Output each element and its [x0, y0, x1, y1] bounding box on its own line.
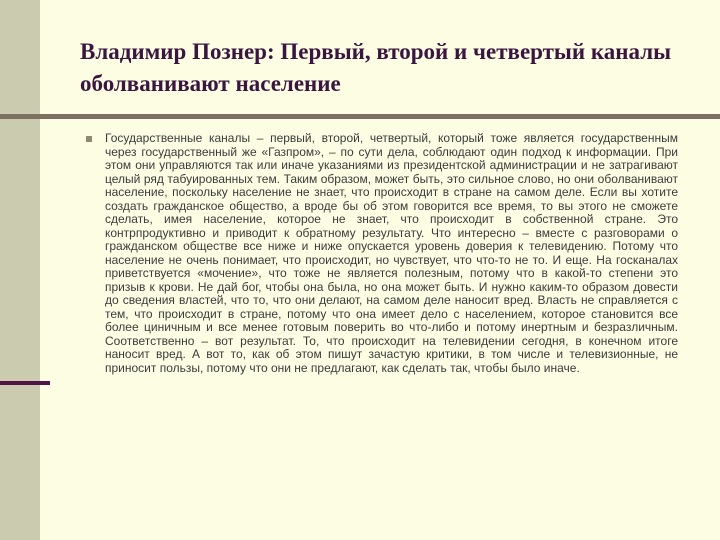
- left-decorative-bar: [0, 0, 40, 540]
- square-bullet-icon: [86, 136, 92, 142]
- title-divider-line: [0, 114, 720, 119]
- slide-content: [86, 132, 678, 375]
- bullet-paragraph: Государственные каналы – первый, второй, четвертый, который тоже является государственным через государственный же «Газпром», – по сути дела, соблюдают один подход к информации. При этом они управляются так или иначе указаниями из президентской администрации и не затрагивают целый ряд табуированных тем. Таким образом, может быть, это сильное слово, но они оболванивают население, поскольку население не знает, что происходит в стране на самом деле. Если вы хотите создать гражданское общество, а вроде бы об этом говорится все время, то вы этого не сможете сделать, имея население, которое не знает, что происходит в собственной стране. Это контрпродуктивно и приводит к обратному результату. Что интересно – вместе с разговорами о гражданском обществе все ниже и ниже опускается уровень доверия к телевидению. Потому что население не очень понимает, что происходит, но чувствует, что что-то не то. И еще. На госканалах приветствуется «мочение», что тоже не является полезным, потому что в какой-то степени это призыв к крови. Не дай бог, чтобы она была, но она может быть. И нужно каким-то образом довести до сведения властей, что то, что они делают, на самом деле наносит вред. Власть не справляется с тем, что происходит в стране, потому что она имеет дело с населением, которое становится все более циничным и все менее готовым поверить во что-либо и потому инертным и безразличным. Соответственно – вот результат. То, что происходит на телевидении сегодня, в конечном итоге наносит вред. А вот то, как об этом пишут зачастую критики, в том числе и телевизионные, не приносит пользы, потому что они не предлагают, как сделать так, чтобы было иначе.: [105, 131, 678, 375]
- left-accent-line: [0, 381, 50, 385]
- slide-title: Владимир Познер: Первый, второй и четвертый каналы оболванивают население: [80, 39, 672, 96]
